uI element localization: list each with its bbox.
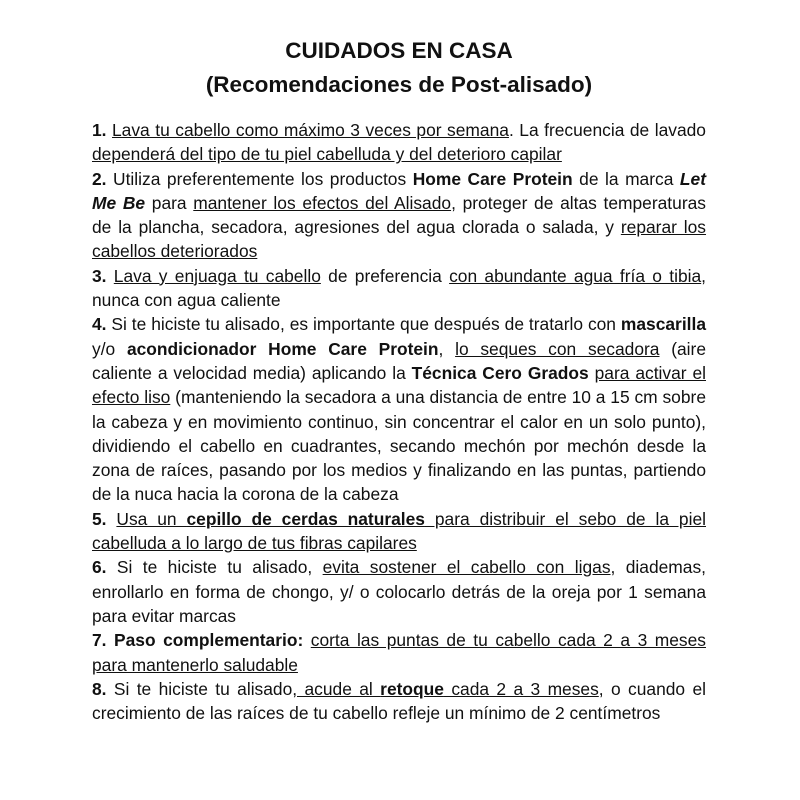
item-3-segment: Lava y enjuaga tu cabello xyxy=(113,265,321,286)
item-6-segment: , diademas, enrollarlo en forma de chongo, y/ o colocarlo detrás de la oreja por 1 semana para evitar marcas xyxy=(92,557,706,626)
item-2-segment: mantener los efectos del Alisado xyxy=(193,192,452,213)
item-7-segment: 7. Paso complementario: xyxy=(92,630,304,651)
item-8-segment: , acude al xyxy=(292,678,381,699)
recommendation-item-7 xyxy=(92,628,706,677)
item-6-segment: Si te hiciste tu alisado, xyxy=(116,557,323,578)
item-8-segment: Si te hiciste tu alisado xyxy=(113,678,293,699)
title-line-2: (Recomendaciones de Post-alisado) xyxy=(205,72,593,97)
recommendation-item-5 xyxy=(92,507,706,556)
item-4-segment: , xyxy=(438,338,456,359)
item-2-segment: reparar los cabellos deteriorados xyxy=(92,217,707,262)
title-line-1: CUIDADOS EN CASA xyxy=(285,38,513,63)
item-6-segment: 6. xyxy=(92,557,117,578)
item-1-segment: . La frecuencia de lavado xyxy=(508,120,706,140)
item-8-segment: 8. xyxy=(92,678,114,699)
item-1-segment: dependerá del tipo de tu piel cabelluda y del deterioro capilar xyxy=(92,144,562,165)
item-3-segment: 3. xyxy=(92,265,114,286)
item-2-segment: 2. xyxy=(92,168,114,189)
item-2-segment: para xyxy=(145,192,194,213)
item-4-segment: 4. xyxy=(92,314,112,335)
item-2-segment: Let Me Be xyxy=(92,168,706,213)
recommendation-item-3 xyxy=(92,264,706,313)
document-title xyxy=(92,34,706,102)
item-2-segment: Home Care Protein xyxy=(412,168,573,189)
item-5-segment: cepillo de cerdas naturales xyxy=(186,508,425,529)
item-8-segment: cada 2 a 3 meses xyxy=(443,678,599,699)
item-4-segment: lo seques con secadora xyxy=(455,338,660,359)
item-4-segment: (manteniendo la secadora a una distancia de entre 10 a 15 cm sobre la cabeza y en movimiento continuo, sin concentrar el calor en un solo punto), dividiendo el cabello en cuadrantes, secando mechón por mechón desde la zona de raíces, pasando por los medios y finalizando en las puntas, partiendo de la nuca hacia la corona de la cabeza xyxy=(92,387,706,505)
item-4-segment: acondicionador Home Care Protein xyxy=(126,338,439,359)
item-7-segment xyxy=(303,630,311,650)
item-1-segment: 1. xyxy=(92,120,113,140)
recommendation-item-6 xyxy=(92,555,706,628)
recommendation-item-1 xyxy=(92,118,706,167)
item-4-segment: para activar el efecto liso xyxy=(92,362,706,408)
recommendation-item-2 xyxy=(92,167,706,264)
item-6-segment: evita sostener el cabello con ligas xyxy=(322,557,611,578)
item-2-segment: Utiliza preferentemente los productos xyxy=(113,168,413,189)
item-4-segment: mascarilla xyxy=(620,314,706,335)
item-4-segment: Si te hiciste tu alisado, es importante que después de tratarlo con xyxy=(111,314,621,335)
item-5-segment: 5. xyxy=(92,508,117,529)
recommendations-list xyxy=(92,118,706,725)
item-3-segment: de preferencia xyxy=(320,265,450,286)
item-4-segment: y/o xyxy=(92,338,127,359)
item-8-segment: retoque xyxy=(380,678,444,699)
item-2-segment: de la marca xyxy=(572,168,680,189)
item-2-segment: , proteger de altas temperaturas de la plancha, secadora, agresiones del agua clorada o salada, y xyxy=(92,192,706,238)
item-4-segment: (aire caliente a velocidad media) aplicando la xyxy=(92,338,707,383)
item-5-segment: para distribuir el sebo de la piel cabelluda a lo largo de tus fibras capilares xyxy=(92,508,706,554)
item-5-segment: Usa un xyxy=(116,508,187,529)
item-4-segment: Técnica Cero Grados xyxy=(411,362,589,383)
item-8-segment: , o cuando el crecimiento de las raíces de tu cabello refleje un mínimo de 2 centímetros xyxy=(92,678,707,724)
recommendation-item-8 xyxy=(92,677,706,726)
item-1-segment: Lava tu cabello como máximo 3 veces por semana xyxy=(112,120,509,140)
item-7-segment: corta las puntas de tu cabello cada 2 a 3 meses para mantenerlo saludable xyxy=(92,630,706,675)
item-3-segment: , nunca con agua caliente xyxy=(92,265,707,311)
recommendation-item-4 xyxy=(92,312,706,506)
item-3-segment: con abundante agua fría o tibia xyxy=(449,265,702,286)
